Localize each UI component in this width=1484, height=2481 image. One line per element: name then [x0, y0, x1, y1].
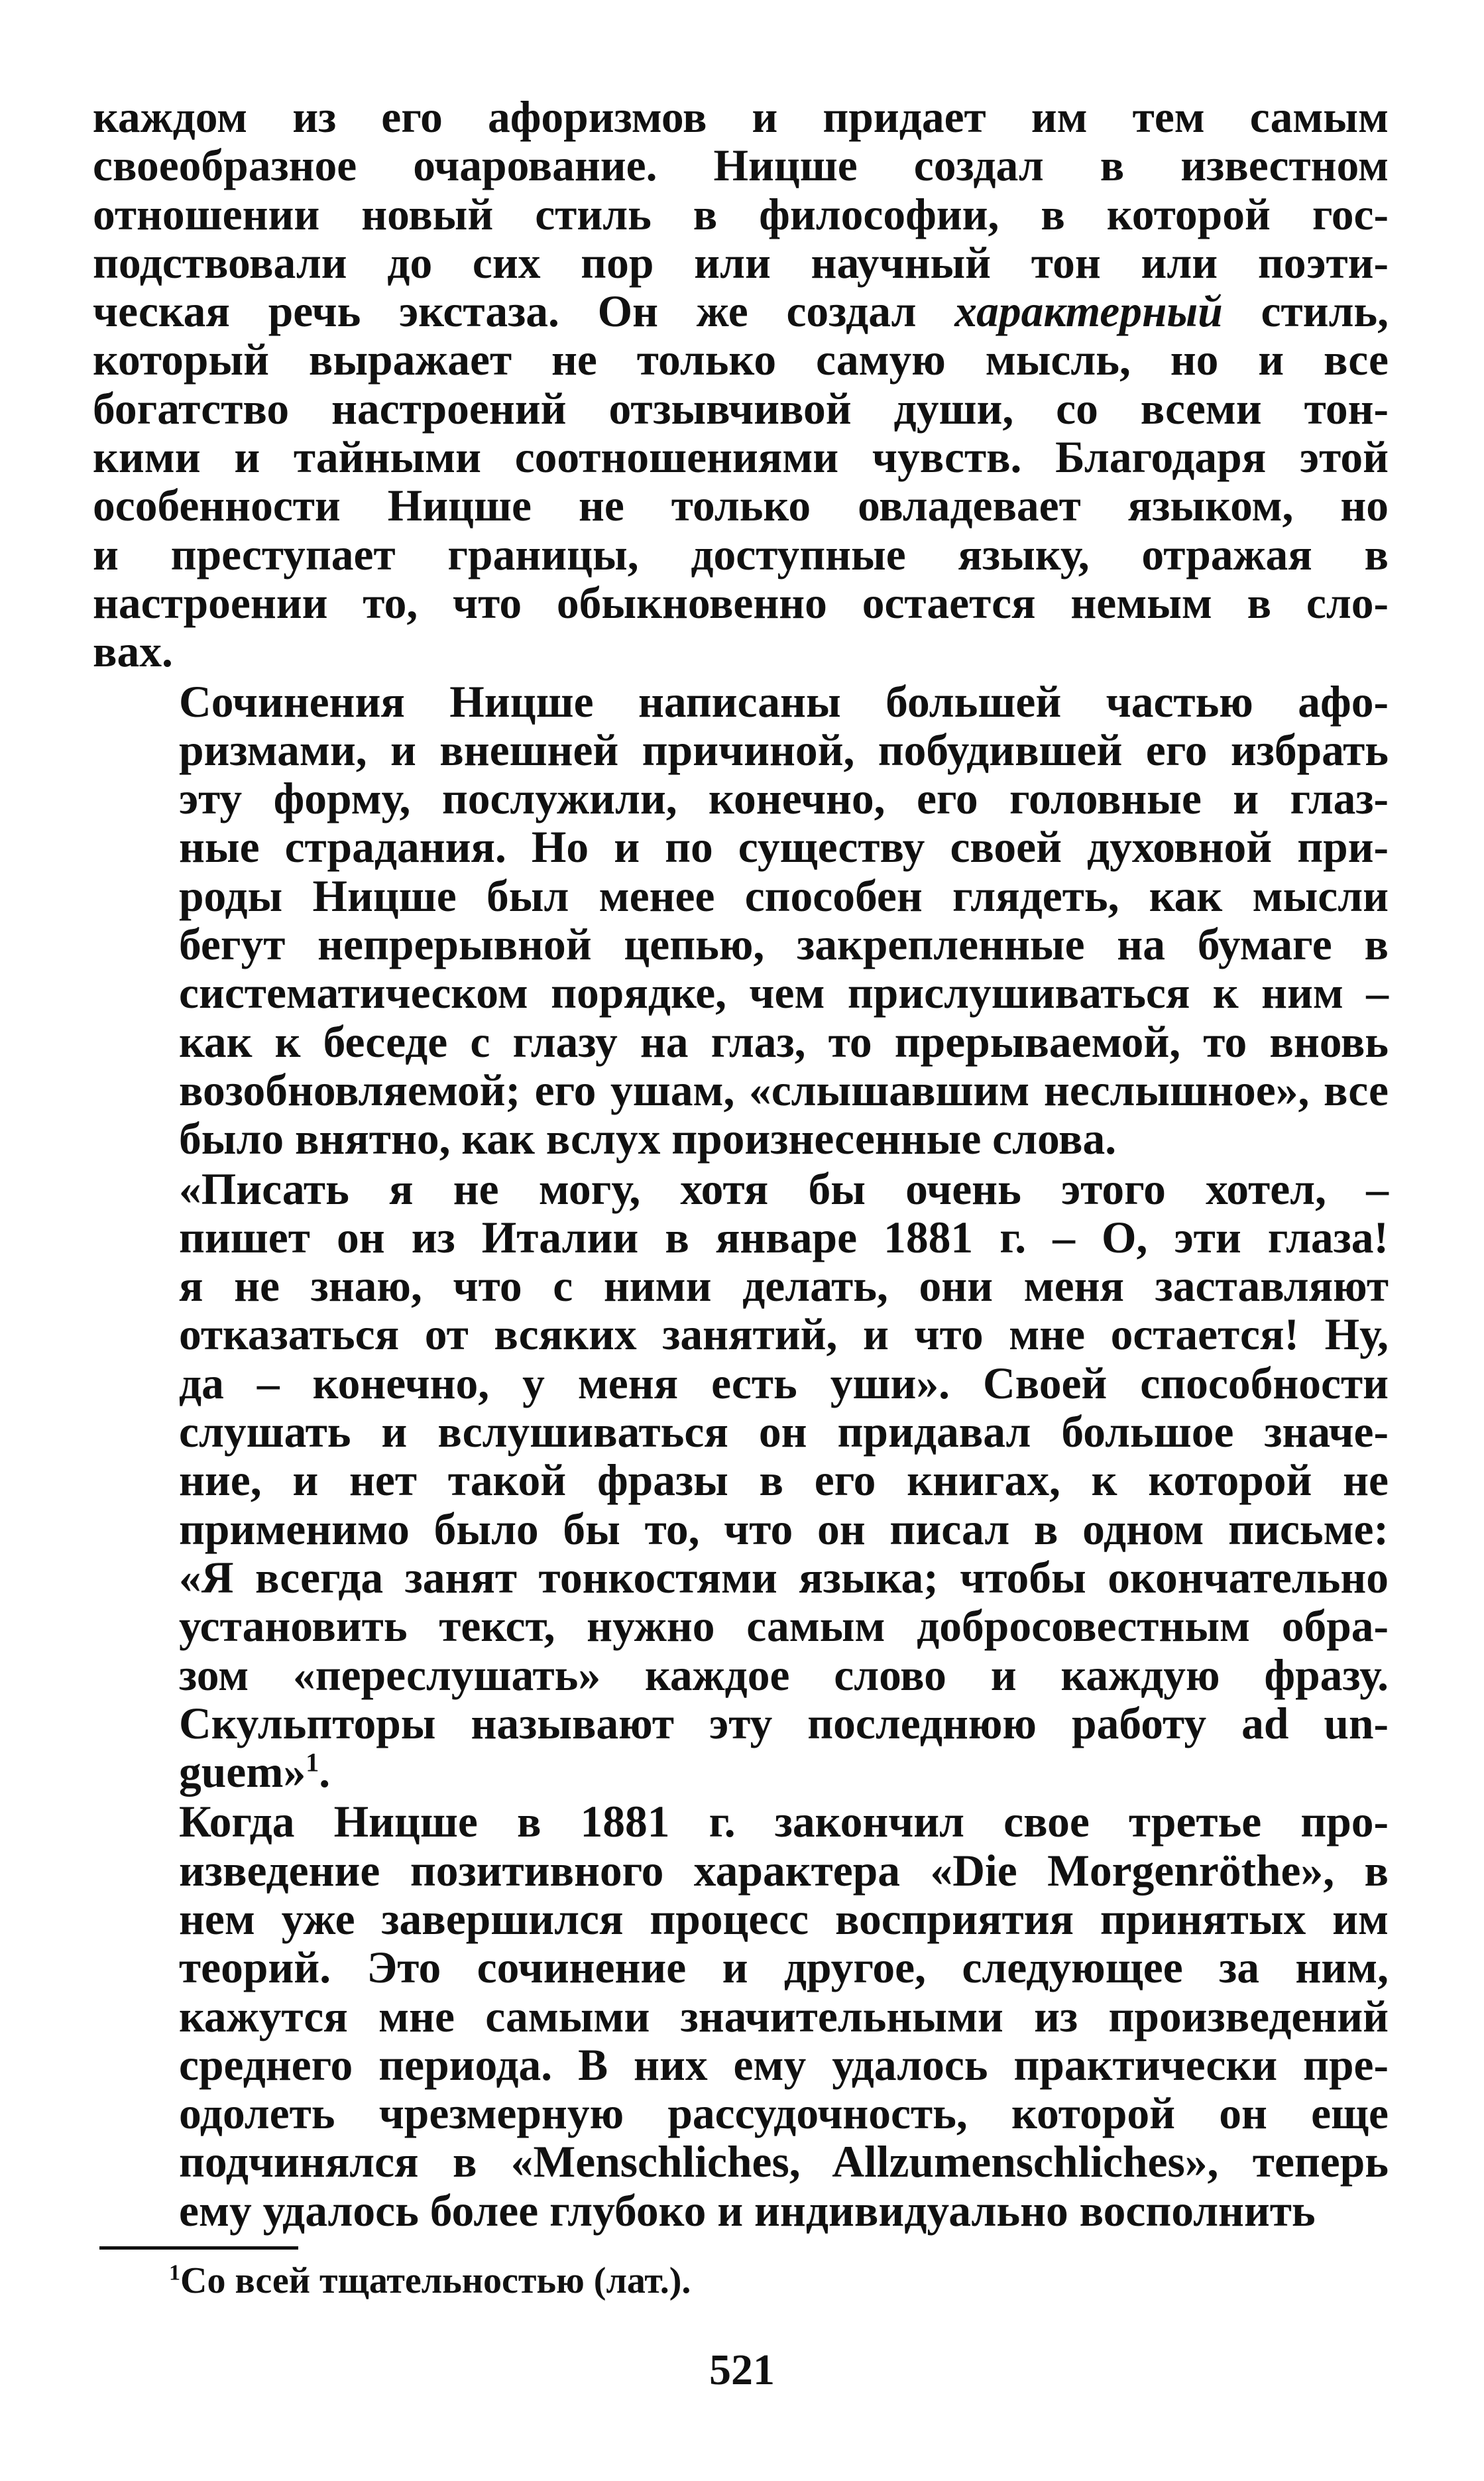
text-line: Скульпторы называют эту последнюю работу ad un-	[179, 1698, 1389, 1748]
text-line: зом «переслушать» каждое слово и каждую фразу.	[179, 1650, 1389, 1700]
text-line: и преступает границы, доступные языку, отражая в	[93, 529, 1389, 579]
text-line: каждом из его афоризмов и придает им тем самым	[93, 92, 1389, 142]
text-line: ему удалось более глубоко и индивидуально восполнить	[179, 2185, 1316, 2236]
page-text-block	[93, 93, 1389, 2235]
text-line: я не знаю, что с ними делать, они меня заставляют	[179, 1261, 1389, 1311]
text-line: «Писать я не могу, хотя бы очень этого хотел, –	[179, 1164, 1389, 1214]
text-line: вах.	[93, 627, 173, 677]
text-line: возобновляемой; его ушам, «слышавшим неслышное», все	[179, 1065, 1389, 1115]
text-line: ные страдания. Но и по существу своей духовной при-	[179, 822, 1389, 873]
text-line: применимо было бы то, что он писал в одном письме:	[179, 1504, 1389, 1554]
text-line: нем уже завершился процесс восприятия принятых им	[179, 1894, 1389, 1944]
text-line: слушать и вслушиваться он придавал большое значе-	[179, 1407, 1389, 1457]
text-line: установить текст, нужно самым добросовестным обра-	[179, 1601, 1389, 1652]
text-line: как к беседе с глазу на глаз, то прерываемой, то вновь	[179, 1016, 1389, 1067]
text-line: guem»$^1$.	[179, 1747, 331, 1797]
emphasis: характерный	[954, 286, 1223, 337]
text-line: эту форму, послужили, конечно, его головные и глаз-	[179, 774, 1389, 824]
footnote-text: Со всей тщательностью (лат.).	[180, 2260, 691, 2301]
text-line: ние, и нет такой фразы в его книгах, к которой не	[179, 1455, 1389, 1506]
paragraph	[93, 93, 1389, 676]
text-line: изведение позитивного характера «Die Morgenröthe», в	[179, 1845, 1389, 1896]
text-line: богатство настроений отзывчивой души, со всеми тон-	[93, 383, 1389, 434]
text-line: особенности Ницше не только овладевает языком, но	[93, 481, 1389, 531]
text-line: теорий. Это сочинение и другое, следующее за ним,	[179, 1943, 1389, 1993]
text-line: Когда Ницше в 1881 г. закончил свое третье про-	[179, 1797, 1389, 1847]
text-line: ризмами, и внешней причиной, побудившей его избрать	[179, 725, 1389, 775]
text-line: своеобразное очарование. Ницше создал в известном	[93, 141, 1389, 191]
text-line: «Я всегда занят тонкостями языка; чтобы окончательно	[179, 1552, 1389, 1603]
text-line: ческая речь экстаза. Он же создал характерный стиль,	[93, 286, 1389, 337]
paragraph	[93, 1797, 1389, 2235]
text-line: который выражает не только самую мысль, но и все	[93, 335, 1389, 385]
footnote-reference: 1	[306, 1747, 319, 1778]
text-line: кажутся мне самыми значительными из произведений	[179, 1991, 1389, 2041]
text-line: среднего периода. В них ему удалось практически пре-	[179, 2039, 1389, 2090]
text-line: роды Ницше был менее способен глядеть, как мысли	[179, 871, 1389, 921]
text-line: пишет он из Италии в январе 1881 г. – О, эти глаза!	[179, 1212, 1389, 1262]
footnote	[169, 2260, 691, 2302]
footnote-marker: 1	[169, 2260, 180, 2285]
footnote-divider	[99, 2246, 298, 2250]
text-line: систематическом порядке, чем прислушиваться к ним –	[179, 968, 1389, 1018]
text-line: отношении новый стиль в философии, в которой гос-	[93, 189, 1389, 239]
text-line: было внятно, как вслух произнесенные слова.	[179, 1114, 1117, 1164]
text-line: подствовали до сих пор или научный тон или поэти-	[93, 237, 1389, 288]
text-line: одолеть чрезмерную рассудочность, которой он еще	[179, 2088, 1389, 2139]
paragraph	[93, 678, 1389, 1164]
text-line: бегут непрерывной цепью, закрепленные на бумаге в	[179, 920, 1389, 970]
paragraph	[93, 1165, 1389, 1797]
text-line: Сочинения Ницше написаны большей частью афо-	[179, 676, 1389, 727]
text-line: да – конечно, у меня есть уши». Своей способности	[179, 1358, 1389, 1408]
text-line: подчинялся в «Menschliches, Allzumenschliches», теперь	[179, 2137, 1389, 2187]
text-line: кими и тайными соотношениями чувств. Благодаря этой	[93, 432, 1389, 483]
text-line: настроении то, что обыкновенно остается немым в сло-	[93, 577, 1389, 628]
page-number: 521	[709, 2346, 775, 2394]
text-line: отказаться от всяких занятий, и что мне остается! Ну,	[179, 1309, 1389, 1360]
